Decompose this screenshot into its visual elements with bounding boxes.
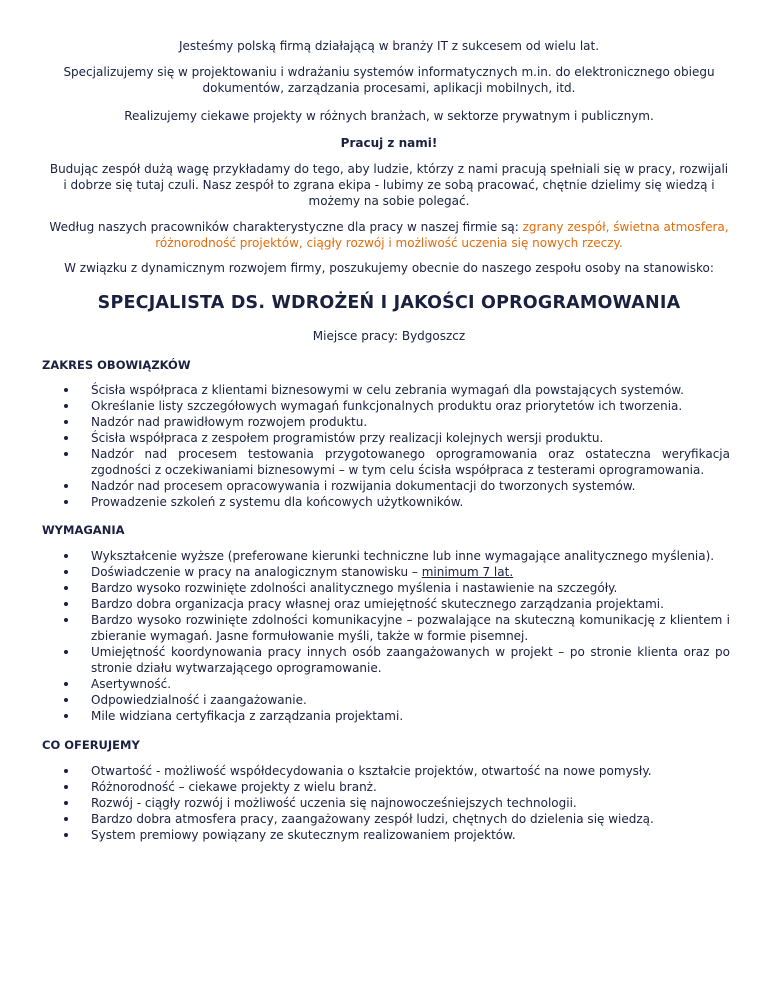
list-item: Odpowiedzialność i zaangażowanie.: [91, 692, 730, 708]
bullet-icon: [64, 817, 68, 821]
job-location: Miejsce pracy: Bydgoszcz: [312, 329, 466, 343]
list-item: Określanie listy szczegółowych wymagań funkcjonalnych produktu oraz priorytetów ich tworzenia.: [91, 398, 730, 414]
list-item: Nadzór nad procesem testowania przygotowanego oprogramowania oraz ostateczna weryfikacja zgodności z oczekiwaniami biznesowymi – w tym celu ścisła współpraca z testerami oprogramowania.: [91, 446, 730, 478]
intro-position-lead: W związku z dynamicznym rozwojem firmy, poszukujemy obecnie do naszego zespołu osoby na stanowisko:: [64, 261, 714, 275]
bullet-icon: [64, 785, 68, 789]
bullet-icon: [64, 404, 68, 408]
list-item: Ścisła współpraca z zespołem programistów przy realizacji kolejnych wersji produktu.: [91, 430, 730, 446]
bullet-icon: [64, 682, 68, 686]
offer-list: [48, 763, 730, 843]
intro-projects: Realizujemy ciekawe projekty w różnych branżach, w sektorze prywatnym i publicznym.: [124, 109, 654, 123]
work-with-us-heading: Pracuj z nami!: [340, 136, 438, 150]
responsibilities-list: [48, 382, 730, 510]
bullet-icon: [64, 452, 68, 456]
list-item: Bardzo dobra atmosfera pracy, zaangażowany zespół ludzi, chętnych do dzielenia się wiedzą.: [91, 811, 730, 827]
list-item: Asertywność.: [91, 676, 730, 692]
opinion-highlight: zgrany zespół, świetna atmosfera, różnorodność projektów, ciągły rozwój i możliwość uczenia się nowych rzeczy.: [155, 220, 729, 250]
intro-team: Budując zespół dużą wagę przykładamy do tego, aby ludzie, którzy z nami pracują spełniali się w pracy, rozwijali i dobrze się tutaj czuli. Nasz zespół to zgrana ekipa - lubimy ze sobą pracować, chętnie dzielimy się wiedzą i możemy na sobie polegać.: [49, 162, 729, 208]
list-item: Mile widziana certyfikacja z zarządzania projektami.: [91, 708, 730, 724]
list-item: Doświadczenie w pracy na analogicznym stanowisku – minimum 7 lat.: [91, 564, 730, 580]
offer-heading: CO OFERUJEMY: [42, 738, 140, 752]
bullet-icon: [64, 388, 68, 392]
intro-employee-opinion: [48, 219, 730, 251]
list-item: Rozwój - ciągły rozwój i możliwość uczenia się najnowocześniejszych technologii.: [91, 795, 730, 811]
bullet-icon: [64, 484, 68, 488]
bullet-icon: [64, 769, 68, 773]
bullet-icon: [64, 602, 68, 606]
list-item: Nadzór nad prawidłowym rozwojem produktu.: [91, 414, 730, 430]
list-item: Prowadzenie szkoleń z systemu dla końcowych użytkowników.: [91, 494, 730, 510]
bullet-icon: [64, 436, 68, 440]
list-item: Różnorodność – ciekawe projekty z wielu branż.: [91, 779, 730, 795]
opinion-lead: Według naszych pracowników charakterystyczne dla pracy w naszej firmie są:: [49, 220, 523, 234]
list-item: Bardzo wysoko rozwinięte zdolności komunikacyjne – pozwalające na skuteczną komunikację z klientem i zbieranie wymagań. Jasne formułowanie myśli, także w formie pisemnej.: [91, 612, 730, 644]
list-item: Otwartość - możliwość współdecydowania o kształcie projektów, otwartość na nowe pomysły.: [91, 763, 730, 779]
experience-minimum: minimum 7 lat.: [421, 565, 514, 579]
bullet-icon: [64, 500, 68, 504]
bullet-icon: [64, 714, 68, 718]
bullet-icon: [64, 833, 68, 837]
list-item: Nadzór nad procesem opracowywania i rozwijania dokumentacji do tworzonych systemów.: [91, 478, 730, 494]
bullet-icon: [64, 618, 68, 622]
bullet-icon: [64, 586, 68, 590]
requirements-list: [48, 548, 730, 724]
requirements-heading: WYMAGANIA: [42, 523, 125, 537]
bullet-icon: [64, 570, 68, 574]
intro-specialization: Specjalizujemy się w projektowaniu i wdrażaniu systemów informatycznych m.in. do elektronicznego obiegu dokumentów, zarządzania procesami, aplikacji mobilnych, itd.: [63, 65, 715, 95]
list-item: Umiejętność koordynowania pracy innych osób zaangażowanych w projekt – po stronie klienta oraz po stronie działu wytwarzającego oprogramowanie.: [91, 644, 730, 676]
responsibilities-heading: ZAKRES OBOWIĄZKÓW: [42, 358, 191, 372]
bullet-icon: [64, 554, 68, 558]
bullet-icon: [64, 650, 68, 654]
bullet-icon: [64, 801, 68, 805]
list-item: Bardzo wysoko rozwinięte zdolności analitycznego myślenia i nastawienie na szczegóły.: [91, 580, 730, 596]
job-title: SPECJALISTA DS. WDROŻEŃ I JAKOŚCI OPROGRAMOWANIA: [97, 293, 681, 313]
bullet-icon: [64, 420, 68, 424]
list-item: Wykształcenie wyższe (preferowane kierunki techniczne lub inne wymagające analitycznego myślenia).: [91, 548, 730, 564]
list-item: Bardzo dobra organizacja pracy własnej oraz umiejętność skutecznego zarządzania projektami.: [91, 596, 730, 612]
intro-company: Jesteśmy polską firmą działającą w branży IT z sukcesem od wielu lat.: [178, 39, 600, 53]
list-item: System premiowy powiązany ze skutecznym realizowaniem projektów.: [91, 827, 730, 843]
bullet-icon: [64, 698, 68, 702]
list-item: Ścisła współpraca z klientami biznesowymi w celu zebrania wymagań dla powstających systemów.: [91, 382, 730, 398]
